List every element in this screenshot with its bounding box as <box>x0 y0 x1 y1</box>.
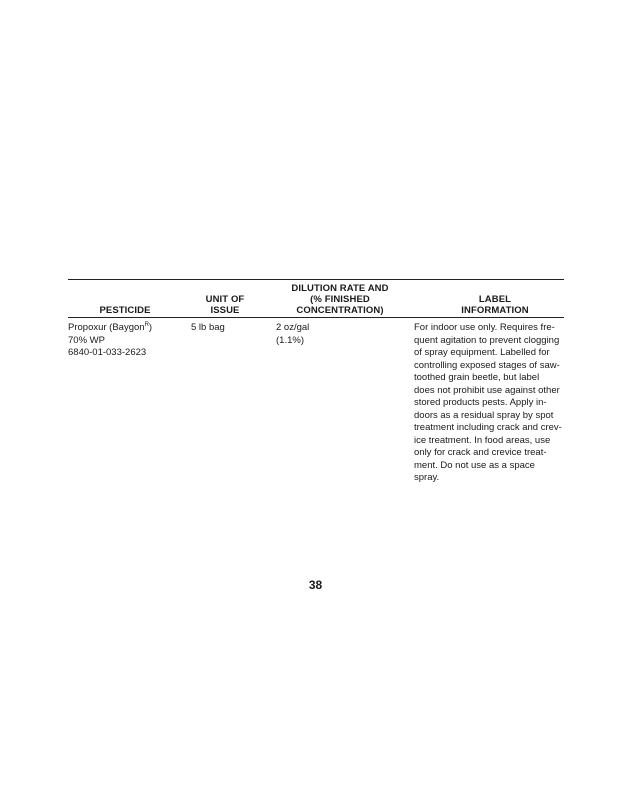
page-number: 38 <box>308 578 323 592</box>
header-unit-of-issue: UNIT OF ISSUE <box>205 294 245 316</box>
label-info-cell: For indoor use only. Requires fre- quent agitation to prevent clogging of spray equipment. Labelled for controlling exposed stages of saw- toothed grain beetle, but label does not prohibit use against other stored products pests. Apply in- doors as a residual spray by spot treatment including crack and crev- ice treatment. In food areas, use only for crack and crevice treat- ment. Do not use as a space spray. <box>414 322 562 483</box>
dilution-cell: 2 oz/gal (1.1%) <box>276 322 310 346</box>
table-top-rule <box>68 279 564 280</box>
header-dilution-rate: DILUTION RATE AND (% FINISHED CONCENTRATION) <box>291 283 389 316</box>
pesticide-nsn: 6840-01-033-2623 <box>68 347 147 358</box>
unit-cell: 5 lb bag <box>191 322 225 333</box>
pesticide-formulation: 70% WP <box>68 334 105 346</box>
header-label-information: LABEL INFORMATION <box>461 294 529 316</box>
header-bottom-rule <box>68 317 564 318</box>
header-pesticide: PESTICIDE <box>99 305 151 316</box>
pesticide-cell <box>68 322 152 360</box>
pesticide-name: Propoxur (Baygon$^R$) <box>68 321 153 333</box>
